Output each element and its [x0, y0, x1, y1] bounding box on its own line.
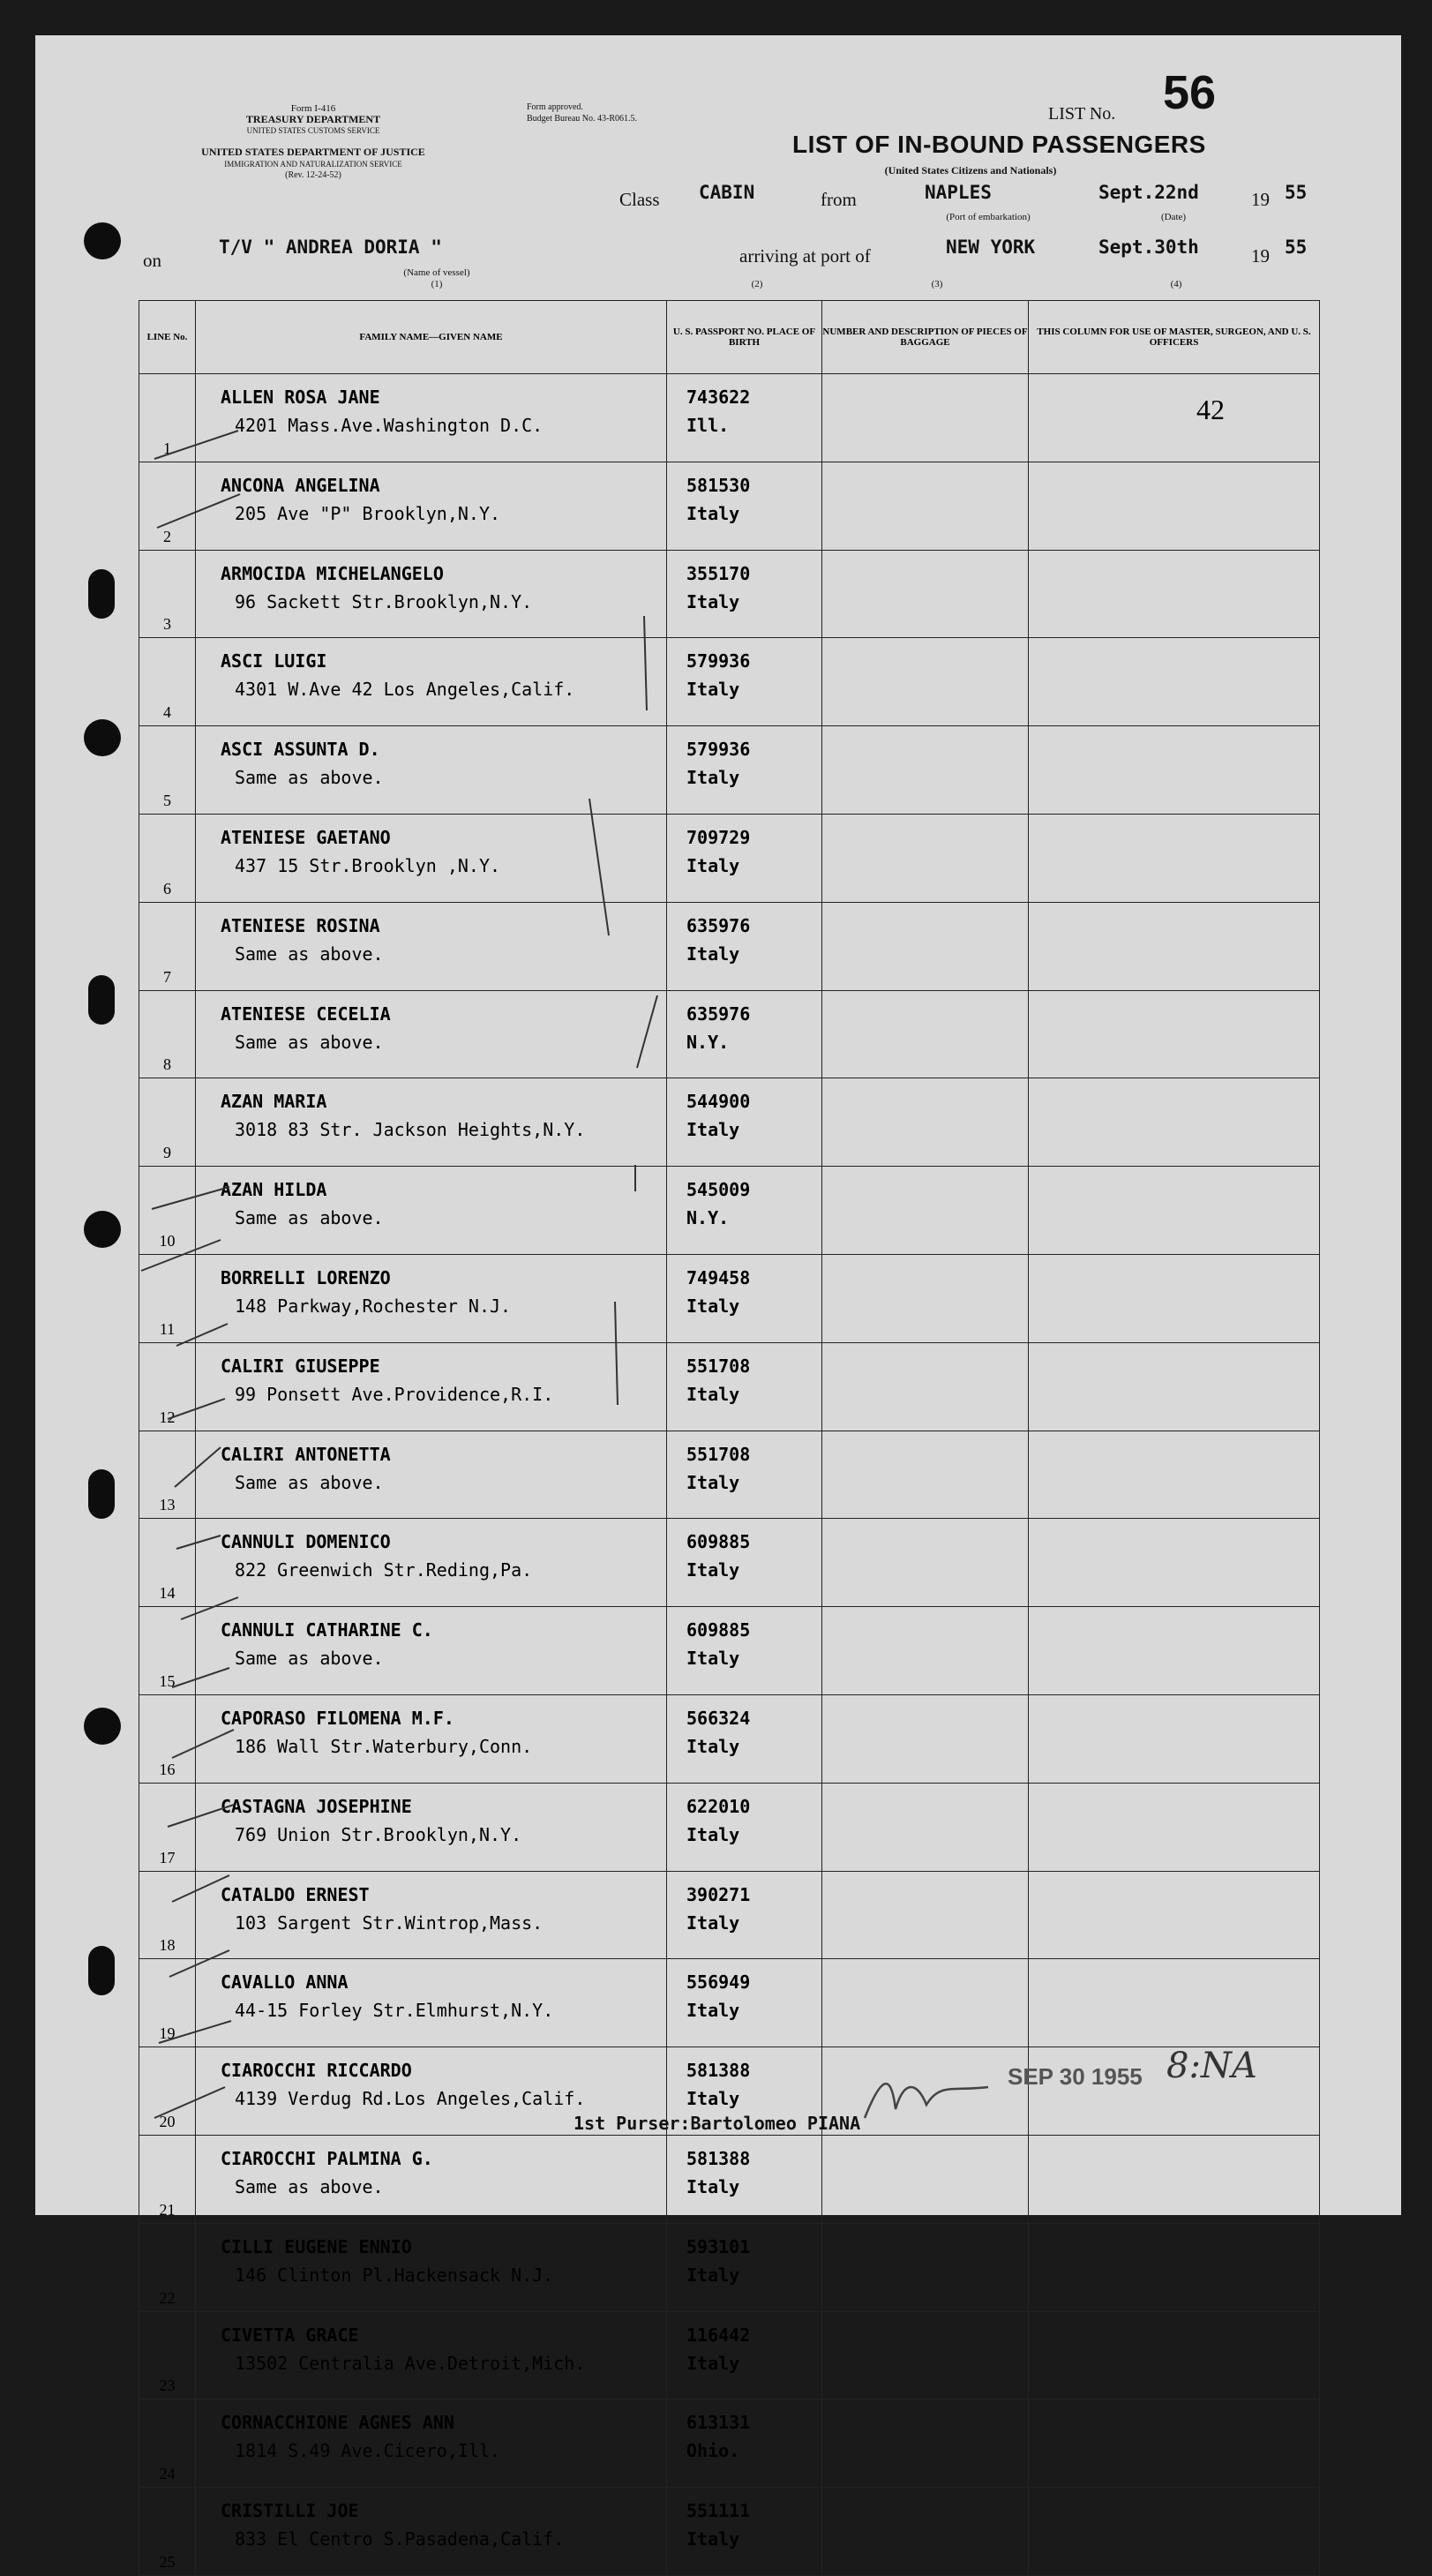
line-number: 10	[139, 1167, 196, 1255]
passenger-address: 833 El Centro S.Pasadena,Calif.	[235, 2528, 565, 2550]
embarkation-port: NAPLES	[925, 182, 992, 203]
passenger-name	[196, 2400, 667, 2488]
vessel-caption: (Name of vessel)	[403, 267, 470, 278]
passport-number: 581388	[686, 2147, 751, 2169]
passport-number: 593101	[686, 2235, 751, 2257]
tick-mark	[152, 1187, 229, 1209]
place-of-birth: Italy	[686, 1471, 740, 1493]
family-given-name: ATENIESE CECELIA	[221, 1003, 391, 1025]
list-label: LIST No.	[1048, 104, 1116, 124]
line-number: 12	[139, 1342, 196, 1431]
line-number: 16	[139, 1694, 196, 1783]
immigration-service: IMMIGRATION AND NATURALIZATION SERVICE	[224, 160, 402, 169]
tick-mark	[589, 799, 609, 935]
handwritten-note: 8:NA	[1166, 2046, 1257, 2086]
passport-cell	[667, 2223, 822, 2311]
passport-cell	[667, 2400, 822, 2488]
place-of-birth: Italy	[686, 1648, 740, 1670]
passenger-address: 186 Wall Str.Waterbury,Conn.	[235, 1735, 533, 1757]
line-number: 22	[139, 2223, 196, 2311]
place-of-birth: Italy	[686, 1559, 740, 1581]
place-of-birth: N.Y.	[686, 1207, 730, 1229]
passport-number: 609885	[686, 1531, 751, 1553]
line-number: 4	[139, 638, 196, 726]
line-number: 3	[139, 550, 196, 638]
tick-mark	[168, 1805, 234, 1827]
family-given-name: CIVETTA GRACE	[221, 2324, 359, 2346]
line-number: 13	[139, 1431, 196, 1519]
place-of-birth: Italy	[686, 502, 740, 524]
line-number: 7	[139, 902, 196, 990]
form-approved: Form approved.	[527, 102, 583, 112]
line-number: 6	[139, 814, 196, 902]
family-given-name: ATENIESE ROSINA	[221, 914, 380, 936]
line-number: 1	[139, 374, 196, 462]
family-given-name: CIAROCCHI PALMINA G.	[221, 2147, 433, 2169]
tick-mark	[181, 1597, 238, 1619]
line-number: 25	[139, 2488, 196, 2576]
passport-number: 613131	[686, 2412, 751, 2434]
tick-mark	[159, 2021, 231, 2043]
officer-note	[1029, 2223, 1320, 2311]
tick-mark	[644, 616, 647, 710]
budget-bureau: Budget Bureau No. 43-R061.5.	[527, 114, 637, 124]
departure-date: Sept.22nd	[1098, 182, 1199, 203]
tick-mark	[154, 431, 238, 459]
passport-number: 355170	[686, 562, 751, 584]
baggage-cell	[822, 2400, 1029, 2488]
header-name: FAMILY NAME—GIVEN NAME	[196, 301, 667, 374]
line-number: 20	[139, 2047, 196, 2136]
family-given-name: CALIRI ANTONETTA	[221, 1443, 391, 1465]
line-number: 11	[139, 1254, 196, 1342]
passenger-address: 4201 Mass.Ave.Washington D.C.	[235, 415, 544, 436]
passenger-address: 3018 83 Str. Jackson Heights,N.Y.	[235, 1119, 586, 1141]
line-number: 18	[139, 1871, 196, 1959]
place-of-birth: Italy	[686, 1735, 740, 1757]
passenger-address: 4301 W.Ave 42 Los Angeles,Calif.	[235, 679, 575, 701]
officer-note	[1029, 2488, 1320, 2576]
line-number: 21	[139, 2135, 196, 2223]
column-2-caption: (2)	[751, 279, 763, 289]
passport-number: 749458	[686, 1266, 751, 1288]
line-number: 23	[139, 2311, 196, 2400]
family-given-name: CRISTILLI JOE	[221, 2500, 359, 2522]
passenger-address: Same as above.	[235, 1471, 384, 1493]
family-given-name: CANNULI DOMENICO	[221, 1531, 391, 1553]
purser-signature: 1st Purser:Bartolomeo PIANA	[574, 2113, 861, 2134]
page-title: LIST OF IN-BOUND PASSENGERS	[792, 131, 1206, 158]
tick-mark	[154, 2087, 225, 2118]
passenger-name	[196, 2223, 667, 2311]
passport-cell	[667, 2311, 822, 2400]
passport-number: 609885	[686, 1619, 751, 1641]
passenger-name	[196, 2311, 667, 2400]
passenger-address: 103 Sargent Str.Wintrop,Mass.	[235, 1911, 544, 1934]
passport-number: 390271	[686, 1883, 751, 1905]
tick-mark	[176, 1324, 228, 1346]
on-label: on	[143, 250, 161, 271]
family-given-name: CALIRI GIUSEPPE	[221, 1355, 380, 1377]
passenger-address: Same as above.	[235, 943, 384, 965]
family-given-name: CIAROCCHI RICCARDO	[221, 2060, 412, 2082]
tick-mark	[157, 494, 240, 528]
department-of-justice: UNITED STATES DEPARTMENT OF JUSTICE	[201, 146, 425, 158]
passenger-address: Same as above.	[235, 1207, 384, 1229]
passport-number: 635976	[686, 914, 751, 936]
place-of-birth: Italy	[686, 854, 740, 876]
family-given-name: ALLEN ROSA JANE	[221, 387, 380, 408]
page-subtitle: (United States Citizens and Nationals)	[884, 164, 1057, 176]
line-number: 8	[139, 990, 196, 1078]
passenger-address: Same as above.	[235, 767, 384, 789]
line-number: 14	[139, 1519, 196, 1607]
passenger-address: Same as above.	[235, 1648, 384, 1670]
family-given-name: CILLI EUGENE ENNIO	[221, 2235, 412, 2257]
line-number: 9	[139, 1078, 196, 1167]
officer-note: 42	[1029, 374, 1320, 462]
place-of-birth: Italy	[686, 1911, 740, 1934]
place-of-birth: Italy	[686, 943, 740, 965]
table-row	[139, 2311, 1320, 2400]
place-of-birth: Ill.	[686, 415, 730, 436]
arrival-port: NEW YORK	[946, 237, 1036, 258]
passport-number: 566324	[686, 1707, 751, 1729]
passport-number: 743622	[686, 387, 751, 408]
passenger-address: 1814 S.49 Ave.Cicero,Ill.	[235, 2440, 501, 2462]
tick-mark	[169, 1950, 229, 1977]
list-number: 56	[1163, 66, 1217, 119]
family-given-name: CAVALLO ANNA	[221, 1971, 349, 1994]
baggage-cell	[822, 2488, 1029, 2576]
tick-mark	[172, 1730, 234, 1758]
passenger-address: 822 Greenwich Str.Reding,Pa.	[235, 1559, 533, 1581]
passenger-address: Same as above.	[235, 1031, 384, 1053]
year-value: 55	[1285, 182, 1308, 203]
passenger-address: 44-15 Forley Str.Elmhurst,N.Y.	[235, 2000, 554, 2022]
passenger-address: 437 15 Str.Brooklyn ,N.Y.	[235, 854, 501, 876]
place-of-birth: Italy	[686, 2175, 740, 2197]
passenger-address: 13502 Centralia Ave.Detroit,Mich.	[235, 2352, 586, 2374]
place-of-birth: Ohio.	[686, 2440, 740, 2462]
passport-number: 544900	[686, 1091, 751, 1113]
family-given-name: ARMOCIDA MICHELANGELO	[221, 562, 444, 584]
passport-number: 581530	[686, 474, 751, 496]
year2-prefix: 19	[1251, 245, 1270, 267]
passport-number: 622010	[686, 1795, 751, 1817]
officer-note	[1029, 2311, 1320, 2400]
family-given-name: AZAN HILDA	[221, 1179, 327, 1201]
passenger-address: 205 Ave "P" Brooklyn,N.Y.	[235, 502, 501, 524]
table-row	[139, 2400, 1320, 2488]
family-given-name: ASCI ASSUNTA D.	[221, 739, 380, 761]
family-given-name: BORRELLI LORENZO	[221, 1266, 391, 1288]
customs-service: UNITED STATES CUSTOMS SERVICE	[246, 126, 380, 135]
tick-mark	[141, 1240, 221, 1271]
passport-number: 579936	[686, 650, 751, 672]
port-caption: (Port of embarkation)	[946, 212, 1031, 222]
line-number: 2	[139, 462, 196, 550]
tick-mark	[168, 1399, 225, 1419]
passport-number: 579936	[686, 739, 751, 761]
family-given-name: ATENIESE GAETANO	[221, 826, 391, 848]
passenger-address: 769 Union Str.Brooklyn,N.Y.	[235, 1823, 522, 1845]
line-number: 15	[139, 1607, 196, 1695]
place-of-birth: Italy	[686, 2352, 740, 2374]
family-given-name: AZAN MARIA	[221, 1091, 327, 1113]
passenger-address: 148 Parkway,Rochester N.J.	[235, 1295, 512, 1317]
form-number: Form I-416	[290, 103, 336, 114]
passport-number: 551708	[686, 1355, 751, 1377]
column-1-caption: (1)	[431, 279, 443, 289]
place-of-birth: Italy	[686, 1119, 740, 1141]
header-passport: U. S. PASSPORT NO. PLACE OF BIRTH	[667, 301, 822, 374]
class-value: CABIN	[699, 182, 755, 203]
passenger-address: 4139 Verdug Rd.Los Angeles,Calif.	[235, 2088, 586, 2110]
date-caption: (Date)	[1160, 212, 1187, 222]
line-number: 24	[139, 2400, 196, 2488]
passenger-name	[196, 2488, 667, 2576]
passenger-address: 99 Ponsett Ave.Providence,R.I.	[235, 1383, 554, 1405]
family-given-name: CATALDO ERNEST	[221, 1883, 370, 1905]
tick-mark	[175, 1447, 221, 1487]
passenger-address: 146 Clinton Pl.Hackensack N.J.	[235, 2264, 554, 2286]
family-given-name: ANCONA ANGELINA	[221, 474, 380, 496]
line-number: 5	[139, 726, 196, 815]
date-stamp: SEP 30 1955	[1008, 2063, 1143, 2090]
place-of-birth: Italy	[686, 679, 740, 701]
vessel-name: T/V " ANDREA DORIA "	[219, 237, 442, 258]
passport-cell	[667, 2488, 822, 2576]
column-4-caption: (4)	[1170, 279, 1182, 289]
place-of-birth: Italy	[686, 590, 740, 612]
passport-number: 635976	[686, 1003, 751, 1025]
passenger-address: Same as above.	[235, 2175, 384, 2197]
family-given-name: ASCI LUIGI	[221, 650, 327, 672]
table-row	[139, 2223, 1320, 2311]
place-of-birth: Italy	[686, 767, 740, 789]
family-given-name: CORNACCHIONE AGNES ANN	[221, 2412, 454, 2434]
passport-number: 556949	[686, 1971, 751, 1994]
year2-value: 55	[1285, 237, 1308, 258]
family-given-name: CANNULI CATHARINE C.	[221, 1619, 433, 1641]
header-baggage: NUMBER AND DESCRIPTION OF PIECES OF BAGGAGE	[822, 301, 1029, 374]
passenger-address: 96 Sackett Str.Brooklyn,N.Y.	[235, 590, 533, 612]
family-given-name: CASTAGNA JOSEPHINE	[221, 1795, 412, 1817]
tick-mark	[172, 1668, 229, 1687]
place-of-birth: Italy	[686, 2000, 740, 2022]
place-of-birth: Italy	[686, 2088, 740, 2110]
tick-mark	[172, 1875, 229, 1902]
passport-number: 551708	[686, 1443, 751, 1465]
passport-number: 709729	[686, 826, 751, 848]
line-number: 17	[139, 1783, 196, 1871]
baggage-cell	[822, 2223, 1029, 2311]
place-of-birth: Italy	[686, 2264, 740, 2286]
arrival-date: Sept.30th	[1098, 237, 1199, 258]
passport-number: 551111	[686, 2500, 751, 2522]
officer-note	[1029, 2400, 1320, 2488]
tick-mark	[615, 1302, 618, 1405]
arriving-label: arriving at port of	[739, 245, 871, 267]
place-of-birth: N.Y.	[686, 1031, 730, 1053]
passport-number: 581388	[686, 2060, 751, 2082]
from-label: from	[821, 189, 857, 210]
column-3-caption: (3)	[931, 279, 943, 289]
line-number: 19	[139, 1959, 196, 2047]
place-of-birth: Italy	[686, 2528, 740, 2550]
class-label: Class	[619, 189, 660, 210]
family-given-name: CAPORASO FILOMENA M.F.	[221, 1707, 454, 1729]
place-of-birth: Italy	[686, 1295, 740, 1317]
baggage-cell	[822, 2311, 1029, 2400]
passport-number: 545009	[686, 1179, 751, 1201]
header-officers: THIS COLUMN FOR USE OF MASTER, SURGEON, AND U. S. OFFICERS	[1029, 301, 1320, 374]
revision-date: (Rev. 12-24-52)	[285, 170, 341, 180]
treasury-department: TREASURY DEPARTMENT	[245, 113, 381, 125]
passport-number: 116442	[686, 2324, 751, 2346]
year-prefix: 19	[1251, 189, 1270, 210]
tick-mark	[176, 1536, 221, 1549]
place-of-birth: Italy	[686, 1383, 740, 1405]
header-line-no: LINE No.	[139, 301, 196, 374]
place-of-birth: Italy	[686, 1823, 740, 1845]
table-row	[139, 2488, 1320, 2576]
tick-mark	[637, 995, 657, 1068]
handwritten-initials	[856, 2056, 997, 2136]
